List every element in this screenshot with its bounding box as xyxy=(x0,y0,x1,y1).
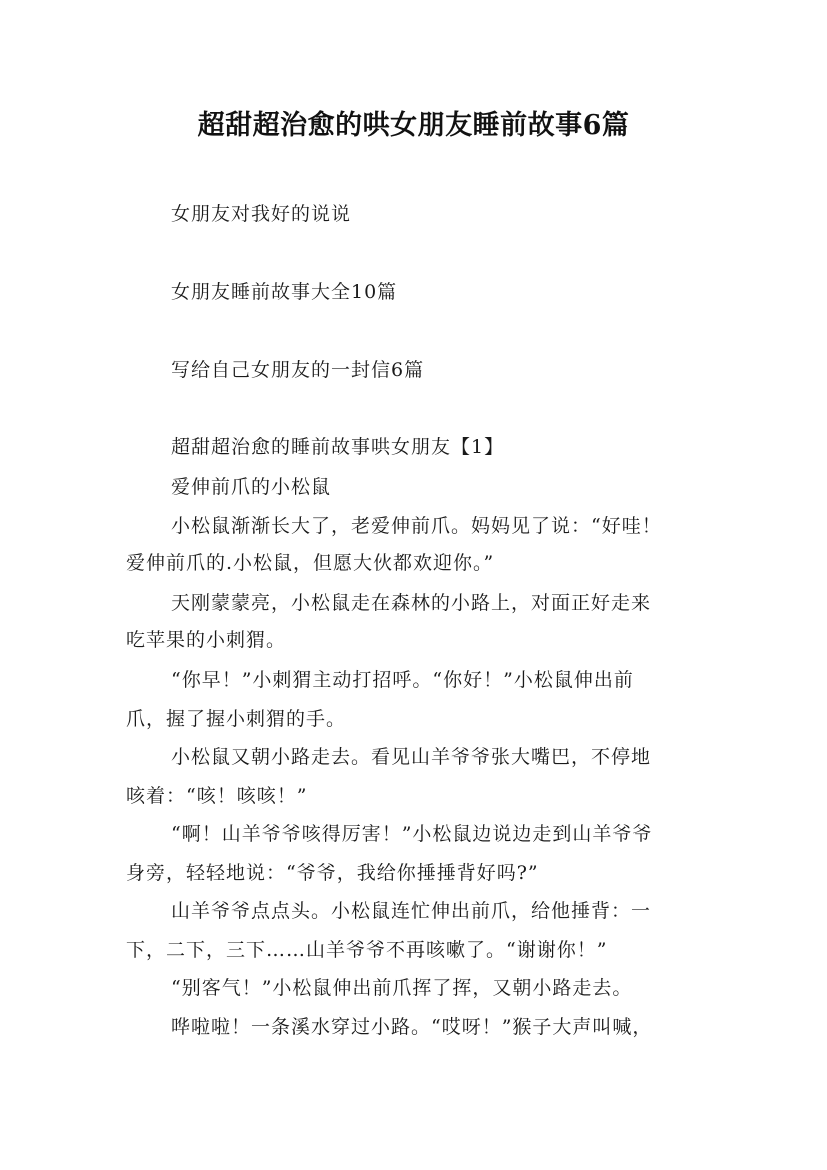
story-line: “别客气！”小松鼠伸出前爪挥了挥，又朝小路走去。 xyxy=(171,977,633,999)
story-line: 爪，握了握小刺猬的手。 xyxy=(126,708,347,730)
story-line: 身旁，轻轻地说：“爷爷，我给你捶捶背好吗?” xyxy=(126,862,539,884)
story-line: 天刚蒙蒙亮，小松鼠走在森林的小路上，对面正好走来 xyxy=(171,592,652,614)
document-title: 超甜超治愈的哄女朋友睡前故事6篇 xyxy=(197,110,630,141)
story-line: 小松鼠又朝小路走去。看见山羊爷爷张大嘴巴，不停地 xyxy=(171,746,652,768)
story-line: “你早！”小刺猬主动打招呼。“你好！”小松鼠伸出前 xyxy=(171,669,634,691)
story-line: 爱伸前爪的.小松鼠，但愿大伙都欢迎你。” xyxy=(126,552,495,574)
story-line: 咳着：“咳！咳咳！” xyxy=(126,785,308,807)
story-line: 吃苹果的小刺猬。 xyxy=(126,629,287,651)
story-line: 下，二下，三下……山羊爷爷不再咳嗽了。“谢谢你！” xyxy=(126,939,608,961)
story-line: 山羊爷爷点点头。小松鼠连忙伸出前爪，给他捶背：一 xyxy=(171,900,652,922)
story-line: 小松鼠渐渐长大了，老爱伸前爪。妈妈见了说：“好哇！ xyxy=(171,515,662,537)
story-line: “啊！山羊爷爷咳得厉害！”小松鼠边说边走到山羊爷爷 xyxy=(171,823,653,845)
story-subtitle: 爱伸前爪的小松鼠 xyxy=(171,476,332,498)
related-article-1: 女朋友对我好的说说 xyxy=(171,203,352,225)
related-article-3: 写给自己女朋友的一封信6篇 xyxy=(171,359,425,381)
related-article-2: 女朋友睡前故事大全10篇 xyxy=(171,281,398,303)
story-heading: 超甜超治愈的睡前故事哄女朋友【1】 xyxy=(171,436,505,458)
story-line: 哗啦啦！一条溪水穿过小路。“哎呀！”猴子大声叫喊， xyxy=(171,1016,653,1038)
